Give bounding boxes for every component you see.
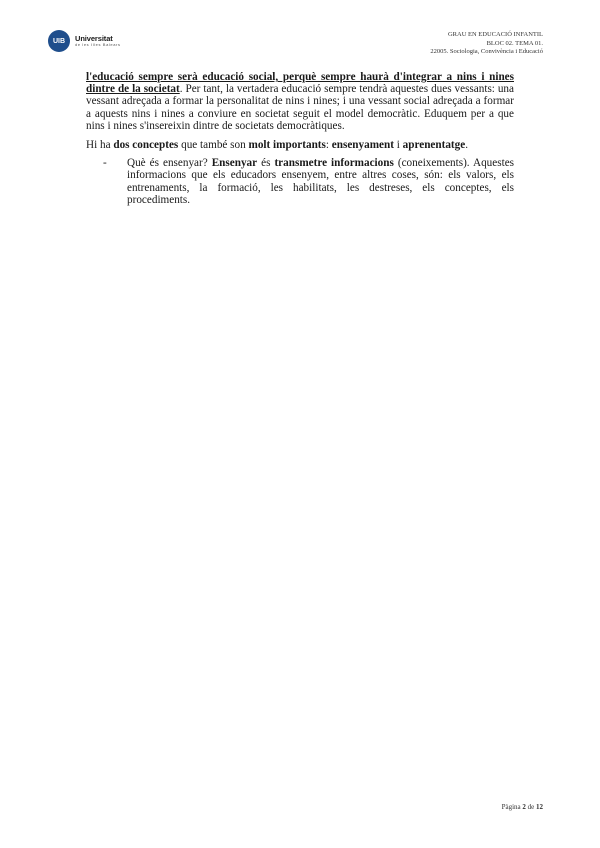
- bullet-dash: -: [103, 157, 107, 170]
- bold-term: Ensenyar: [211, 157, 258, 170]
- document-header: [430, 31, 543, 57]
- page-number: [502, 803, 543, 811]
- logo-mark: UIB: [48, 30, 70, 52]
- logo-subtitle: de les Illes Balears: [75, 42, 121, 48]
- text-run: :: [325, 139, 332, 152]
- text-run: (coneixements). Aquestes informacions que els educadors ensenyem, entre altres coses, són: els valors, els entrenaments, la formació, les habilitats, les destreses, els conceptes, els procediments.: [127, 157, 515, 206]
- bold-term: ensenyament: [331, 139, 394, 152]
- text-run: i: [393, 139, 403, 152]
- list-item-text: [127, 157, 514, 206]
- page-label: Pàgina: [501, 803, 523, 811]
- header-line-course: 22005. Sociologia, Convivència i Educació: [430, 48, 543, 55]
- paragraph-social-education: [86, 71, 514, 132]
- total-pages: 12: [536, 803, 543, 811]
- paragraph-concepts: [86, 139, 514, 151]
- text-run: .: [465, 139, 469, 152]
- bold-term: dos conceptes: [113, 139, 179, 152]
- header-line-block: BLOC 02. TEMA 01.: [486, 39, 543, 47]
- paragraph-text: . Per tant, la vertadera educació sempre tendrà aquestes dues vessants: una vessant adreçada a formar la personalitat de nins i nines; i una vessant social adreçada a formar a aquests nins i nines a conviure en societat seguit el model democràtic. Eduquem per a que nins i nines s'insereixin dintre de societats democràtiques.: [86, 83, 514, 132]
- page-of: de: [525, 803, 536, 811]
- bold-term: transmetre informacions: [274, 157, 394, 170]
- university-logo: [48, 30, 121, 52]
- text-run: Hi ha: [86, 139, 114, 152]
- current-page: 2: [522, 803, 526, 811]
- underlined-statement: l'educació sempre serà educació social, perquè sempre haurà d'integrar a nins i nines dintre de la societat: [86, 71, 514, 96]
- header-line-degree: GRAU EN EDUCACIÓ INFANTIL: [447, 31, 543, 38]
- text-run: és: [257, 157, 275, 170]
- text-run: Què és ensenyar?: [127, 157, 212, 170]
- bold-term: molt importants: [248, 139, 326, 152]
- list-item-ensenyar: [86, 157, 514, 206]
- logo-name: Universitat: [75, 33, 113, 43]
- logo-text: [75, 35, 121, 48]
- bold-term: aprenentatge: [402, 139, 466, 152]
- text-run: que també son: [178, 139, 249, 152]
- page-body: [86, 71, 514, 206]
